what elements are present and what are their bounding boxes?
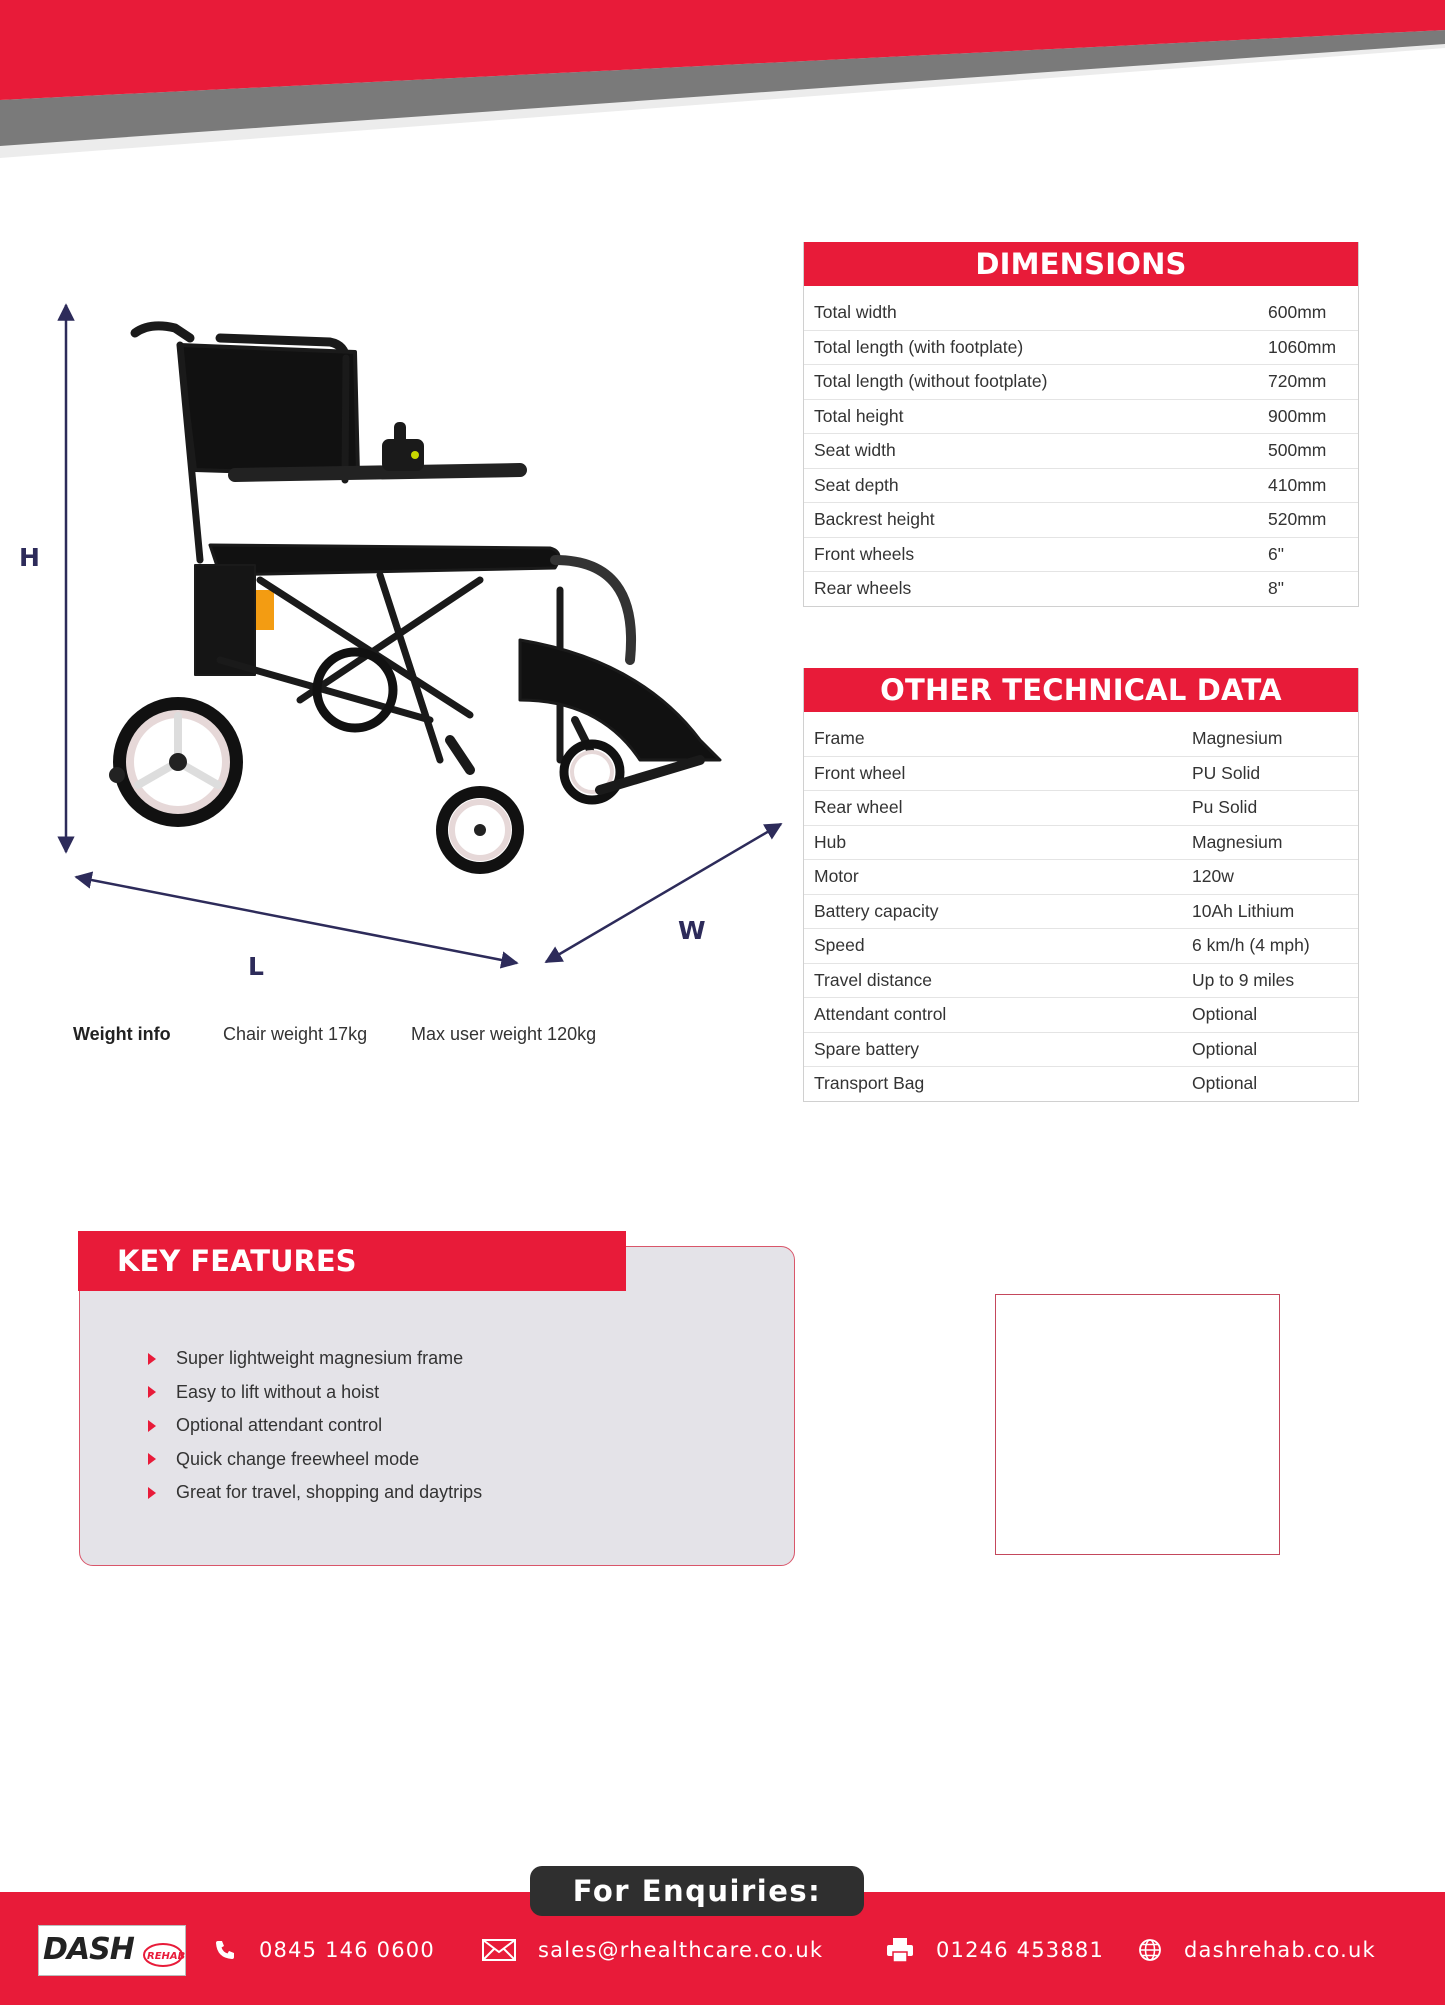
table-row — [804, 757, 1358, 792]
spec-label: Travel distance — [814, 969, 933, 990]
length-label: L — [248, 952, 264, 981]
table-row — [804, 572, 1358, 606]
spec-label: Motor — [814, 866, 859, 887]
chair-weight: Chair weight 17kg — [223, 1024, 368, 1044]
list-item — [148, 1409, 482, 1443]
table-row — [804, 365, 1358, 400]
spec-label: Front wheel — [814, 762, 906, 783]
spec-label: Total length (without footplate) — [814, 371, 1048, 392]
length-arrow — [76, 877, 517, 963]
list-item — [148, 1376, 482, 1410]
spec-value: Up to 9 miles — [1192, 969, 1295, 990]
table-row — [804, 791, 1358, 826]
spec-label: Frame — [814, 728, 865, 749]
key-features-title: KEY FEATURES — [78, 1231, 626, 1291]
list-item — [148, 1443, 482, 1477]
list-item — [148, 1476, 482, 1510]
fax-number: 01246 453881 — [936, 1938, 1105, 1962]
table-row — [804, 1067, 1358, 1101]
globe-icon — [1138, 1938, 1162, 1962]
spec-value: 520mm — [1268, 509, 1327, 530]
table-row — [804, 929, 1358, 964]
spec-value: 120w — [1192, 866, 1234, 887]
dimensions-title: DIMENSIONS — [804, 242, 1358, 286]
spec-label: Total length (with footplate) — [814, 336, 1024, 357]
spec-label: Seat width — [814, 440, 896, 461]
bullet-triangle-icon — [148, 1453, 156, 1465]
enquiries-banner: For Enquiries: — [530, 1866, 864, 1916]
bullet-triangle-icon — [148, 1386, 156, 1398]
email-contact[interactable] — [482, 1930, 823, 1970]
spec-value: 1060mm — [1268, 336, 1337, 357]
table-row — [804, 826, 1358, 861]
spec-label: Seat depth — [814, 474, 899, 495]
wheelchair-diagram — [0, 280, 800, 1000]
spec-value: 600mm — [1268, 302, 1327, 323]
table-row — [804, 998, 1358, 1033]
table-row — [804, 964, 1358, 999]
table-row — [804, 434, 1358, 469]
phone-number: 0845 146 0600 — [259, 1938, 435, 1962]
table-row — [804, 331, 1358, 366]
key-features-list — [148, 1342, 482, 1510]
svg-text:DASH: DASH — [43, 1932, 134, 1967]
email-address: sales@rhealthcare.co.uk — [538, 1938, 824, 1962]
bullet-triangle-icon — [148, 1353, 156, 1365]
spec-label: Speed — [814, 935, 865, 956]
spec-label: Battery capacity — [814, 900, 939, 921]
spec-value: Optional — [1192, 1038, 1258, 1059]
table-row — [804, 1033, 1358, 1068]
wheelchair-illustration — [109, 326, 720, 868]
spec-value: 900mm — [1268, 405, 1327, 426]
technical-data-title: OTHER TECHNICAL DATA — [804, 668, 1358, 712]
spec-value: Optional — [1192, 1004, 1258, 1025]
spec-label: Front wheels — [814, 543, 915, 564]
image-placeholder-frame — [995, 1294, 1280, 1555]
fax-icon — [886, 1937, 914, 1963]
max-user-weight: Max user weight 120kg — [411, 1024, 597, 1044]
spec-value: PU Solid — [1192, 762, 1261, 783]
spec-value: 720mm — [1268, 371, 1327, 392]
feature-text: Quick change freewheel mode — [176, 1448, 420, 1469]
spec-value: 500mm — [1268, 440, 1327, 461]
dash-rehab-logo — [38, 1925, 186, 1976]
spec-label: Attendant control — [814, 1004, 947, 1025]
spec-value: 8" — [1268, 578, 1284, 599]
technical-data-table — [803, 668, 1359, 1102]
bullet-triangle-icon — [148, 1420, 156, 1432]
dimensions-table — [803, 242, 1359, 607]
website-url: dashrehab.co.uk — [1184, 1938, 1376, 1962]
feature-text: Optional attendant control — [176, 1415, 383, 1436]
dash-logo-icon — [39, 1926, 185, 1975]
phone-icon — [213, 1938, 237, 1962]
table-row — [804, 503, 1358, 538]
spec-label: Total width — [814, 302, 897, 323]
spec-label: Rear wheel — [814, 797, 903, 818]
spec-value: 6" — [1268, 543, 1284, 564]
spec-label: Transport Bag — [814, 1073, 925, 1094]
height-label: H — [19, 543, 40, 572]
weight-info-label: Weight info — [73, 1024, 171, 1044]
feature-text: Easy to lift without a hoist — [176, 1381, 380, 1402]
spec-value: Pu Solid — [1192, 797, 1258, 818]
feature-text: Great for travel, shopping and daytrips — [176, 1482, 483, 1503]
mail-icon — [482, 1938, 516, 1962]
spec-value: 410mm — [1268, 474, 1327, 495]
table-row — [804, 860, 1358, 895]
table-row — [804, 469, 1358, 504]
spec-value: Magnesium — [1192, 831, 1283, 852]
list-item — [148, 1342, 482, 1376]
spec-label: Total height — [814, 405, 904, 426]
phone-contact[interactable] — [213, 1930, 435, 1970]
table-row — [804, 895, 1358, 930]
svg-text:REHAB: REHAB — [147, 1951, 185, 1962]
width-arrow — [546, 824, 781, 962]
table-row — [804, 538, 1358, 573]
website-contact[interactable] — [1138, 1930, 1376, 1970]
header-band — [0, 0, 1445, 160]
spec-label: Spare battery — [814, 1038, 920, 1059]
table-row — [804, 400, 1358, 435]
spec-label: Hub — [814, 831, 847, 852]
table-row — [804, 722, 1358, 757]
table-row — [804, 296, 1358, 331]
spec-value: 6 km/h (4 mph) — [1192, 935, 1310, 956]
feature-text: Super lightweight magnesium frame — [176, 1348, 464, 1369]
spec-value: Optional — [1192, 1073, 1258, 1094]
bullet-triangle-icon — [148, 1487, 156, 1499]
width-label: W — [678, 916, 706, 945]
spec-label: Backrest height — [814, 509, 935, 530]
fax-contact — [886, 1930, 1104, 1970]
spec-value: 10Ah Lithium — [1192, 900, 1295, 921]
spec-value: Magnesium — [1192, 728, 1283, 749]
spec-label: Rear wheels — [814, 578, 912, 599]
